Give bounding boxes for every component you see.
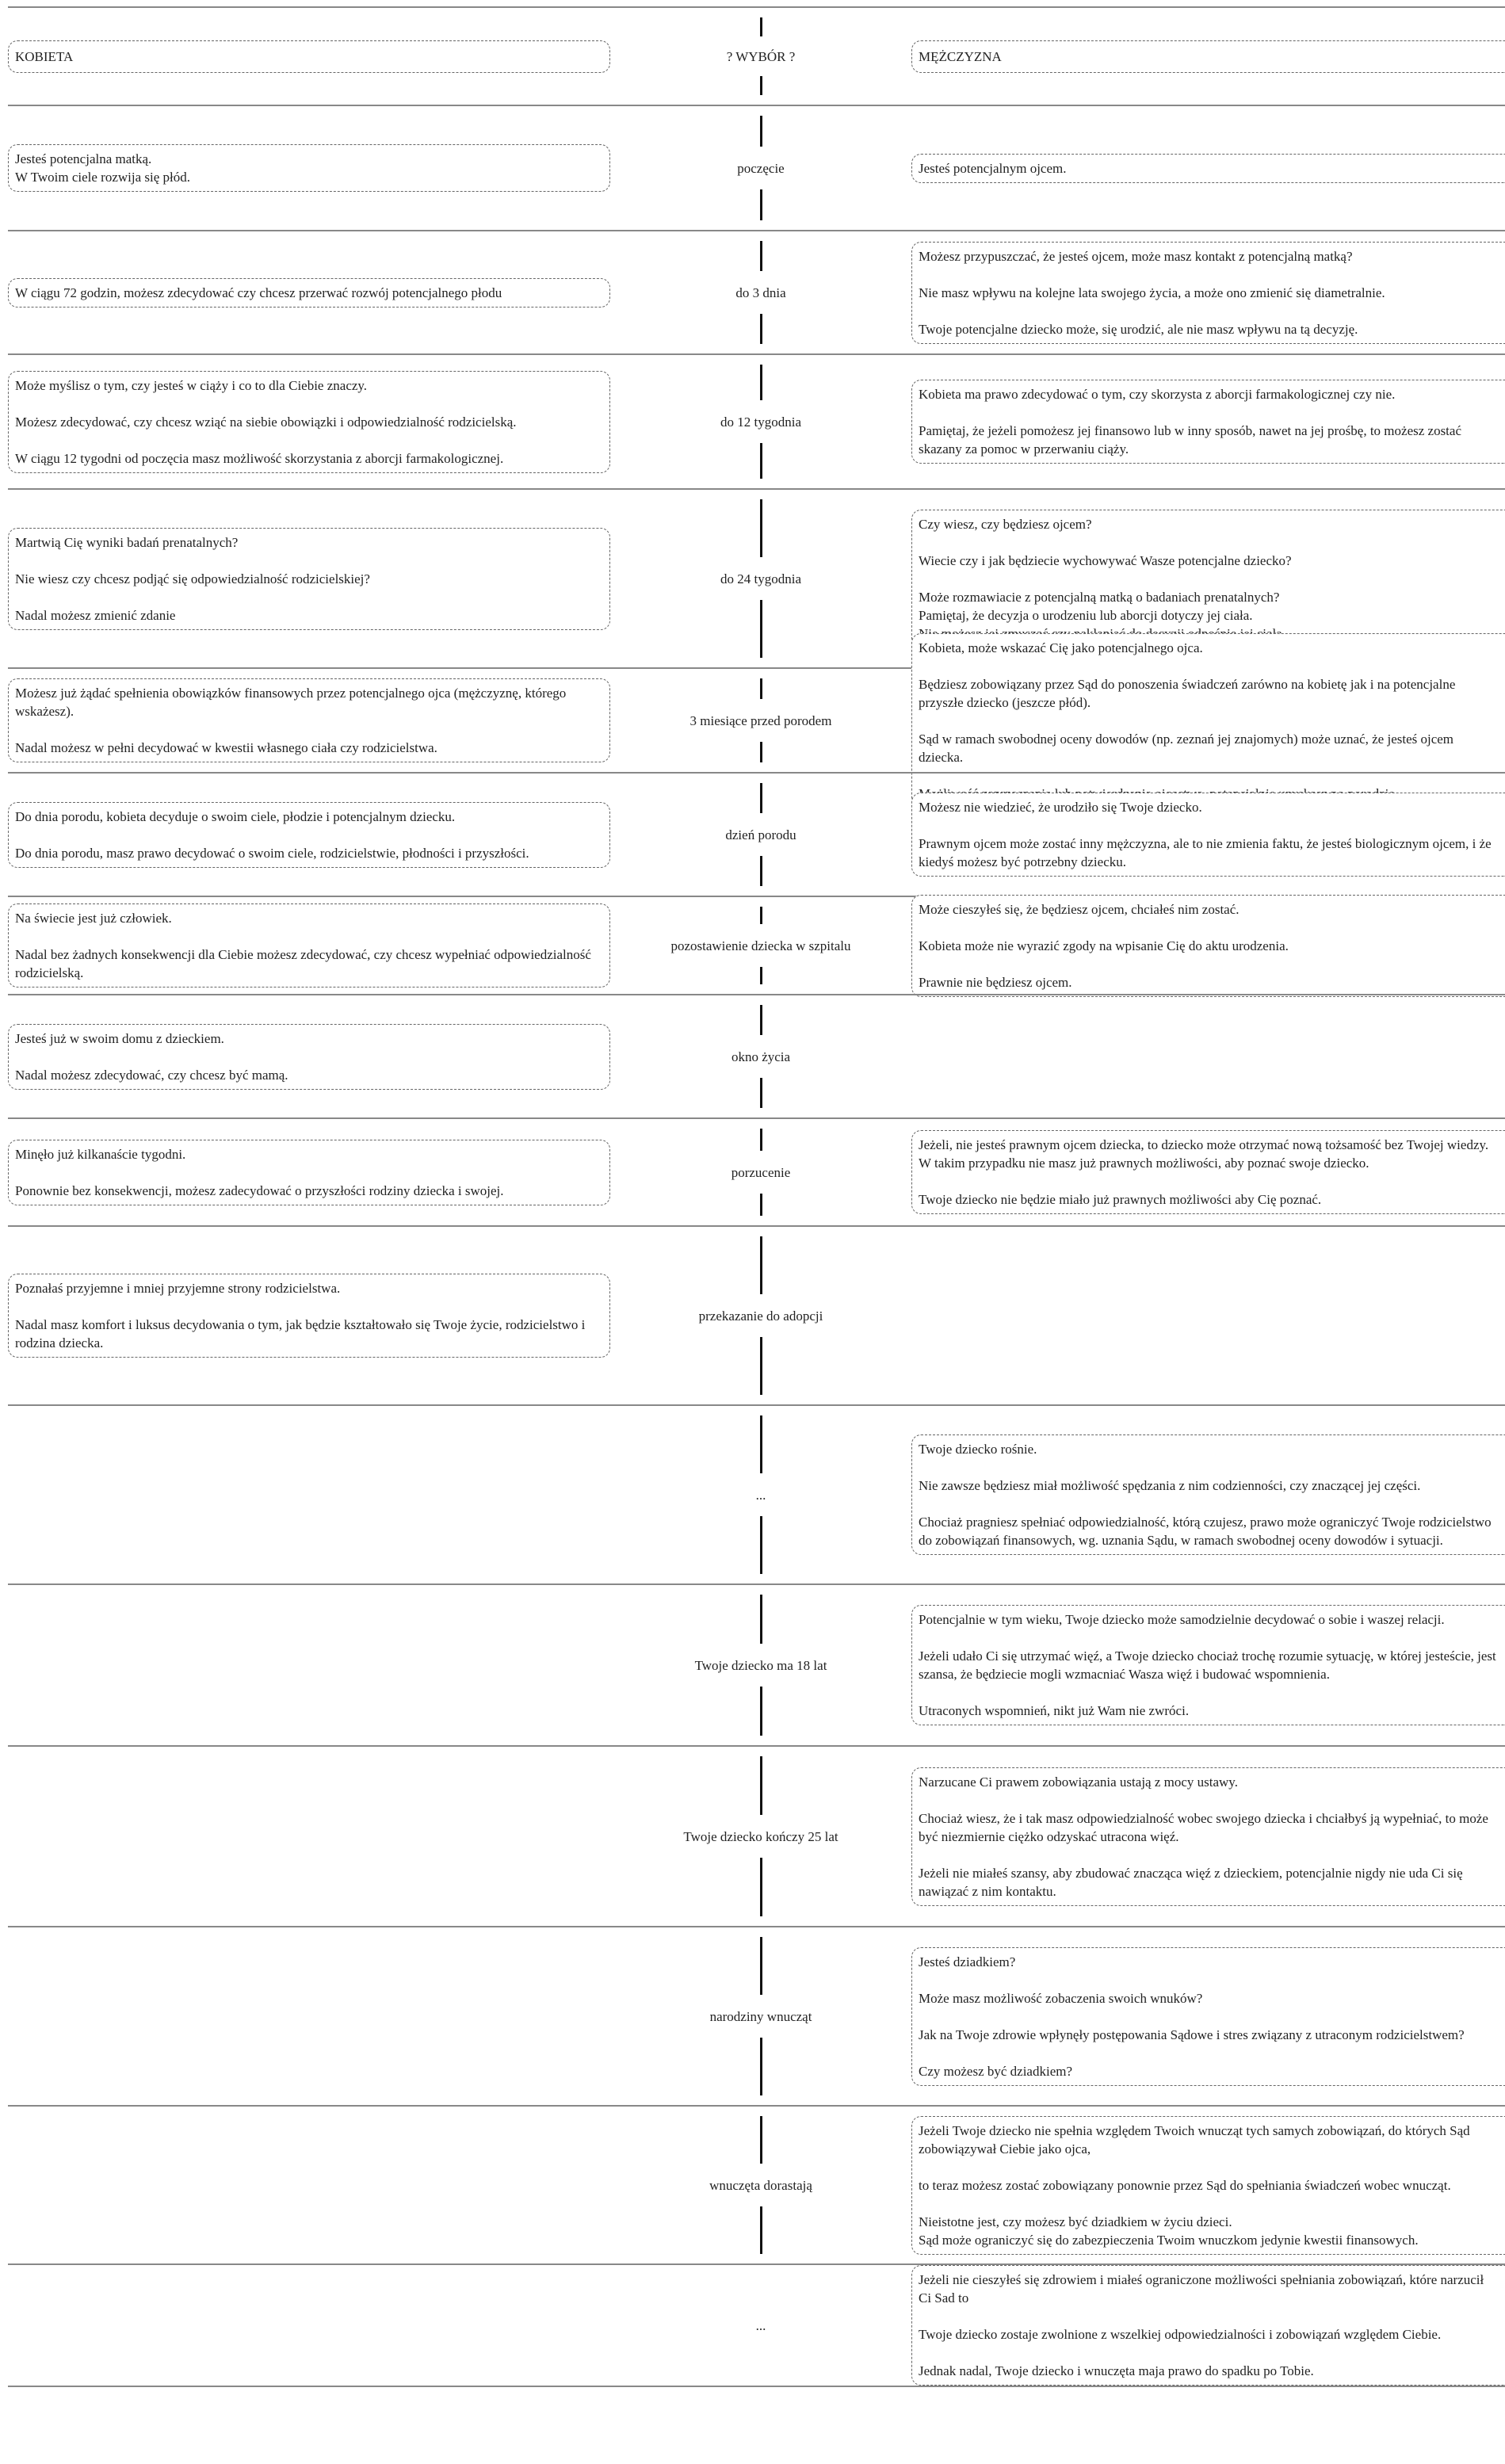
paragraph: Pamiętaj, że jeżeli pomożesz jej finansowo lub w inny sposób, nawet na jej prośbę, to możesz zostać skazany za pomoc w przerwaniu ciąży.	[919, 423, 1461, 457]
timeline-line	[760, 967, 762, 984]
paragraph: Jesteś już w swoim domu z dzieckiem.	[15, 1030, 224, 1046]
woman-note	[8, 802, 610, 868]
woman-note	[8, 1140, 610, 1205]
stage-label: Twoje dziecko ma 18 lat	[690, 1653, 832, 1678]
timeline-line	[760, 1415, 762, 1473]
paragraph: Jeżeli nie cieszyłeś się zdrowiem i miałeś ograniczone możliwości spełniania zobowiązań, które narzucił Ci Sad to	[919, 2272, 1484, 2305]
timeline-row	[8, 353, 1505, 488]
header-man	[911, 40, 1505, 73]
woman-note	[8, 1024, 610, 1090]
man-note	[911, 895, 1505, 997]
timeline-row	[8, 1745, 1505, 1926]
timeline-line	[760, 1236, 762, 1294]
timeline-line	[760, 1129, 762, 1151]
paragraph: Możesz przypuszczać, że jesteś ojcem, może masz kontakt z potencjalną matką?	[919, 248, 1353, 264]
timeline-row	[8, 1583, 1505, 1745]
paragraph: Jeżeli udało Ci się utrzymać więź, a Twoje dziecko chociaż trochę rozumie sytuację, w której jesteście, jest szansa, że będziecie mogli wzmacniać Wasza więź i budować wspomnienia.	[919, 1648, 1496, 1682]
header-man-label: MĘŻCZYZNA	[919, 48, 1002, 64]
paragraph: Może masz możliwość zobaczenia swoich wnuków?	[919, 1990, 1203, 2006]
timeline-line	[760, 1078, 762, 1108]
timeline-line	[760, 1595, 762, 1644]
paragraph: Może rozmawiacie z potencjalną matką o badaniach prenatalnych? Pamiętaj, że decyzja o urodzeniu lub aborcji dotyczy jej ciała.	[919, 589, 1280, 623]
stage-label: poczęcie	[732, 156, 789, 181]
paragraph: Czy możesz być dziadkiem?	[919, 2063, 1073, 2079]
timeline-line	[760, 2038, 762, 2095]
timeline-line	[760, 443, 762, 479]
man-note	[911, 1130, 1505, 1214]
header-choice: ? WYBÓR ?	[722, 44, 800, 69]
timeline-line	[760, 1858, 762, 1916]
paragraph: W ciągu 12 tygodni od poczęcia masz możliwość skorzystania z aborcji farmakologicznej.	[15, 450, 504, 466]
woman-note	[8, 278, 610, 308]
timeline-line	[760, 17, 762, 36]
stage-label: 3 miesiące przed porodem	[686, 709, 837, 733]
man-note	[911, 1605, 1505, 1725]
timeline-line	[760, 189, 762, 220]
paragraph: Możesz już żądać spełnienia obowiązków finansowych przez potencjalnego ojca (mężczyznę, którego wskażesz).	[15, 686, 567, 719]
stage-label: porzucenie	[727, 1160, 796, 1185]
stage-label: do 3 dnia	[731, 281, 790, 305]
timeline-row	[8, 2105, 1505, 2263]
paragraph: Będziesz zobowiązany przez Sąd do ponoszenia świadczeń zarówno na kobietę jak i na potencjalne przyszłe dziecko (jeszcze płód).	[919, 676, 1456, 710]
timeline-line	[760, 2206, 762, 2254]
timeline-line	[760, 1687, 762, 1736]
stage-label: do 24 tygodnia	[716, 567, 806, 591]
woman-note	[8, 1274, 610, 1358]
woman-note	[8, 528, 610, 630]
timeline-line	[760, 783, 762, 813]
stage-label: wnuczęta dorastają	[705, 2173, 817, 2198]
paragraph: Może myślisz o tym, czy jesteś w ciąży i co to dla Ciebie znaczy.	[15, 377, 368, 393]
timeline-line	[760, 76, 762, 95]
paragraph: Do dnia porodu, kobieta decyduje o swoim ciele, płodzie i potencjalnym dziecku.	[15, 808, 456, 824]
timeline-line	[760, 499, 762, 557]
stage-label: narodziny wnucząt	[705, 2004, 817, 2029]
paragraph: Możesz nie wiedzieć, że urodziło się Twoje dziecko.	[919, 800, 1202, 815]
paragraph: Nadal możesz zmienić zdanie	[15, 607, 176, 623]
stage-label: ...	[751, 1483, 771, 1507]
timeline-line	[760, 241, 762, 271]
paragraph: Kobieta, może wskazać Cię jako potencjalnego ojca.	[919, 640, 1203, 655]
paragraph: Jeżeli nie miałeś szansy, aby zbudować znacząca więź z dzieckiem, potencjalnie nigdy nie uda Ci się nawiązać z nim kontaktu.	[919, 1865, 1463, 1899]
paragraph: Czy wiesz, czy będziesz ojcem?	[919, 516, 1092, 532]
stage-label: Twoje dziecko kończy 25 lat	[678, 1824, 842, 1849]
timeline-row	[8, 640, 1505, 772]
paragraph: Twoje dziecko zostaje zwolnione z wszelkiej odpowiedzialności i zobowiązań względem Ciebie.	[919, 2327, 1442, 2342]
paragraph: Utraconych wspomnień, nikt już Wam nie zwróci.	[919, 1703, 1190, 1718]
paragraph: Martwią Cię wyniki badań prenatalnych?	[15, 534, 239, 550]
paragraph: W ciągu 72 godzin, możesz zdecydować czy chcesz przerwać rozwój potencjalnego płodu	[15, 285, 502, 300]
man-note	[911, 793, 1505, 877]
paragraph: Jednak nadal, Twoje dziecko i wnuczęta maja prawo do spadku po Tobie.	[919, 2363, 1314, 2378]
header-row	[8, 6, 1505, 105]
timeline-row	[8, 1225, 1505, 1404]
paragraph: Kobieta może nie wyrazić zgody na wpisanie Cię do aktu urodzenia.	[919, 938, 1289, 953]
paragraph: Jeżeli, nie jesteś prawnym ojcem dziecka, to dziecko może otrzymać nową tożsamość bez Twojej wiedzy. W takim przypadku nie masz już prawnych możliwości, aby poznać swoje dziecko.	[919, 1137, 1489, 1171]
timeline-row	[8, 2263, 1505, 2387]
paragraph: Chociaż pragniesz spełniać odpowiedzialność, którą czujesz, prawo może ograniczyć Twoje rodzicielstwo do zobowiązań finansowych, wg. uznania Sądu, w ramach swobodnej oceny dowodów i sytuacji.	[919, 1515, 1492, 1548]
paragraph: Poznałaś przyjemne i mniej przyjemne strony rodzicielstwa.	[15, 1281, 341, 1296]
paragraph: Może cieszyłeś się, że będziesz ojcem, chciałeś nim zostać.	[919, 901, 1240, 917]
paragraph: Twoje dziecko rośnie.	[919, 1442, 1037, 1457]
timeline-row	[8, 896, 1505, 994]
paragraph: Na świecie jest już człowiek.	[15, 911, 172, 926]
stage-label: pozostawienie dziecka w szpitalu	[666, 934, 855, 958]
paragraph: Nadal możesz zdecydować, czy chcesz być mamą.	[15, 1067, 288, 1083]
man-note	[911, 1947, 1505, 2086]
paragraph: Nie masz wpływu na kolejne lata swojego życia, a może ono zmienić się diametralnie.	[919, 285, 1385, 300]
paragraph: Sąd w ramach swobodnej oceny dowodów (np. zeznań jej znajomych) może uznać, że jesteś ojcem dziecka.	[919, 731, 1454, 765]
paragraph: Możesz zdecydować, czy chcesz wziąć na siebie obowiązki i odpowiedzialność rodzicielską.	[15, 414, 517, 430]
man-note	[911, 1767, 1505, 1906]
timeline-line	[760, 678, 762, 699]
paragraph: Narzucane Ci prawem zobowiązania ustają z mocy ustawy.	[919, 1774, 1238, 1790]
paragraph: Prawnym ojcem może zostać inny mężczyzna, ale to nie zmienia faktu, że jesteś biologicznym ojcem, i że kiedyś możesz być potrzebny dziecku.	[919, 836, 1492, 869]
timeline-line	[760, 365, 762, 400]
paragraph: Ponownie bez konsekwencji, możesz zadecydować o przyszłości rodziny dziecka i swojej.	[15, 1182, 504, 1198]
timeline-line	[760, 1937, 762, 1995]
timeline-line	[760, 1516, 762, 1574]
stage-label: do 12 tygodnia	[716, 410, 806, 434]
timeline-row	[8, 1117, 1505, 1225]
timeline-row	[8, 1926, 1505, 2105]
timeline-row	[8, 772, 1505, 896]
header-woman	[8, 40, 610, 73]
timeline-line	[760, 116, 762, 147]
woman-note	[8, 144, 610, 192]
stage-label: ...	[751, 2313, 771, 2338]
paragraph: Nie zawsze będziesz miał możliwość spędzania z nim codzienności, czy znaczącej jej części.	[919, 1478, 1421, 1493]
man-note	[911, 2265, 1505, 2386]
paragraph: Do dnia porodu, masz prawo decydować o swoim ciele, rodzicielstwie, płodności i przyszłości.	[15, 845, 529, 861]
paragraph: Nie wiesz czy chcesz podjąć się odpowiedzialność rodzicielskiej?	[15, 571, 370, 586]
choice-timeline	[8, 6, 1505, 2387]
timeline-line	[760, 600, 762, 658]
timeline-row	[8, 230, 1505, 353]
paragraph: Minęło już kilkanaście tygodni.	[15, 1146, 186, 1162]
woman-note	[8, 371, 610, 473]
man-note	[911, 510, 1505, 648]
paragraph: Chociaż wiesz, że i tak masz odpowiedzialność wobec swojego dziecka i chciałbyś ją wypełniać, to może być niezmiernie ciężko odzyskać utracona więź.	[919, 1810, 1488, 1844]
man-note	[911, 1434, 1505, 1555]
paragraph: Potencjalnie w tym wieku, Twoje dziecko może samodzielnie decydować o sobie i waszej relacji.	[919, 1612, 1445, 1627]
paragraph: Nadal bez żadnych konsekwencji dla Ciebie możesz zdecydować, czy chcesz wypełniać odpowiedzialność rodzicielską.	[15, 947, 591, 980]
timeline-row	[8, 994, 1505, 1117]
stage-label: okno życia	[727, 1045, 795, 1069]
paragraph: Jesteś potencjalna matką. W Twoim ciele rozwija się płód.	[15, 151, 191, 185]
man-note	[911, 380, 1505, 464]
timeline-line	[760, 2116, 762, 2164]
paragraph: Jesteś potencjalnym ojcem.	[919, 160, 1067, 176]
timeline-line	[760, 314, 762, 344]
paragraph: Jeżeli Twoje dziecko nie spełnia względem Twoich wnucząt tych samych zobowiązań, do których Sąd zobowiązywał Ciebie jako ojca,	[919, 2122, 1470, 2156]
header-woman-label: KOBIETA	[15, 48, 74, 64]
paragraph: Prawnie nie będziesz ojcem.	[919, 974, 1072, 990]
timeline-line	[760, 1005, 762, 1035]
man-note	[911, 2116, 1505, 2255]
timeline-line	[760, 1194, 762, 1216]
woman-note	[8, 903, 610, 988]
paragraph: to teraz możesz zostać zobowiązany ponownie przez Sąd do spełniania świadczeń wobec wnucząt.	[919, 2177, 1451, 2193]
paragraph: Nadal możesz w pełni decydować w kwestii własnego ciała czy rodzicielstwa.	[15, 740, 437, 755]
woman-note	[8, 678, 610, 762]
paragraph: Nieistotne jest, czy możesz być dziadkiem w życiu dzieci. Sąd może ograniczyć się do zabezpieczenia Twoim wnuczkom jedynie kwestii finansowych.	[919, 2214, 1419, 2248]
paragraph: Kobieta ma prawo zdecydować o tym, czy skorzysta z aborcji farmakologicznej czy nie.	[919, 387, 1396, 402]
man-note	[911, 242, 1505, 344]
timeline-line	[760, 907, 762, 924]
paragraph: Twoje potencjalne dziecko może, się urodzić, ale nie masz wpływu na tą decyzję.	[919, 321, 1358, 337]
paragraph: Jesteś dziadkiem?	[919, 1954, 1016, 1969]
timeline-row	[8, 1404, 1505, 1583]
paragraph: Twoje dziecko nie będzie miało już prawnych możliwości aby Cię poznać.	[919, 1192, 1322, 1207]
stage-label: dzień porodu	[720, 823, 800, 847]
paragraph: Nadal masz komfort i luksus decydowania o tym, jak będzie kształtowało się Twoje życie, rodzicielstwo i rodzina dziecka.	[15, 1317, 586, 1350]
timeline-line	[760, 1337, 762, 1395]
stage-label: przekazanie do adopcji	[694, 1304, 828, 1328]
paragraph: Wiecie czy i jak będziecie wychowywać Wasze potencjalne dziecko?	[919, 552, 1292, 568]
man-note	[911, 154, 1505, 183]
timeline-row	[8, 105, 1505, 230]
paragraph: Jak na Twoje zdrowie wpłynęły postępowania Sądowe i stres związany z utraconym rodzicielstwem?	[919, 2027, 1465, 2042]
timeline-line	[760, 742, 762, 762]
timeline-line	[760, 856, 762, 886]
timeline-line	[760, 1756, 762, 1815]
